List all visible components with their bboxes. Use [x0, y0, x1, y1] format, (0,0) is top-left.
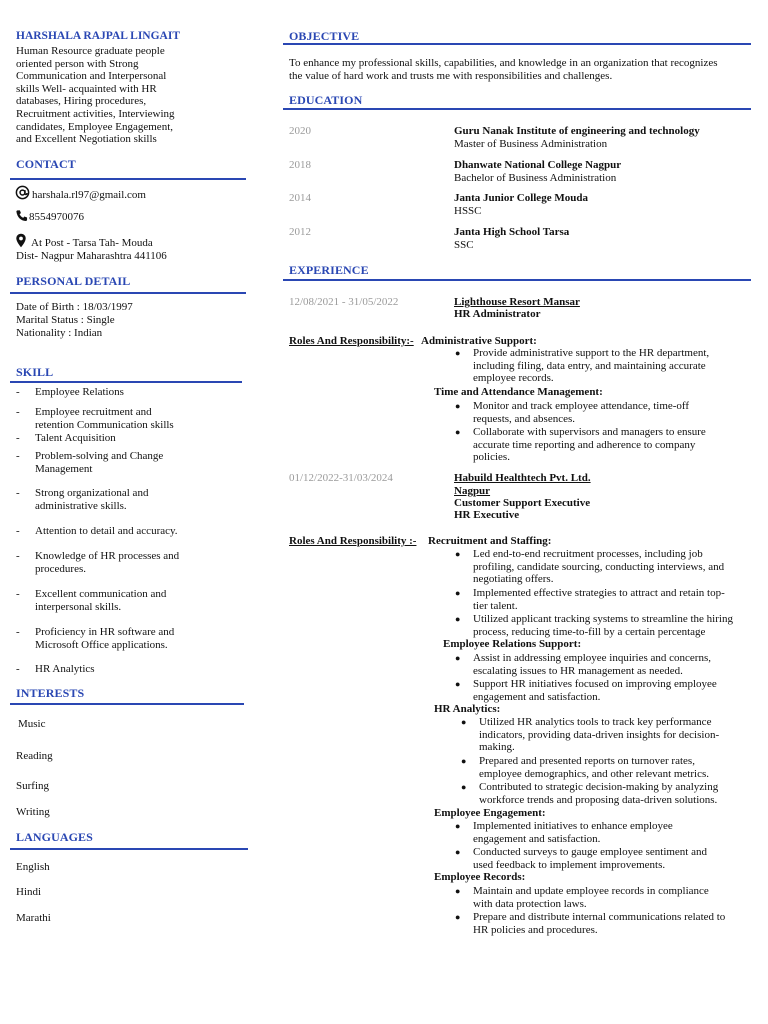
- job-role: HR Executive: [454, 509, 520, 521]
- experience-heading: EXPERIENCE: [289, 263, 369, 277]
- objective-heading: OBJECTIVE: [289, 29, 360, 43]
- education-degree: SSC: [454, 239, 474, 251]
- bullet-marker: ●: [461, 756, 467, 766]
- bullet-item: [479, 755, 709, 780]
- job-dates: 01/12/2022-31/03/2024: [289, 472, 393, 484]
- bullet-item: [479, 716, 719, 754]
- objective-text: [289, 57, 749, 82]
- job-role: Customer Support Executive: [454, 497, 591, 509]
- bullet-item: [479, 781, 718, 806]
- skill-item: Problem-solving and Change Management: [35, 450, 164, 475]
- bullet-item: [473, 652, 711, 677]
- bullet-line: Led end-to-end recruitment processes, including job: [473, 548, 703, 560]
- bullet-line: Prepared and presented reports on turnover rates,: [479, 755, 695, 767]
- bullet-line: used feedback to implement improvements.: [473, 858, 666, 871]
- skill-dash: -: [16, 525, 20, 537]
- objective-line: To enhance my professional skills, capabilities, and knowledge in an organization that recognizes: [289, 57, 718, 69]
- bullet-line: making.: [479, 741, 515, 754]
- interest-item: Music: [18, 718, 46, 730]
- bullet-marker: ●: [455, 588, 461, 598]
- bullet-line: Prepare and distribute internal communications related to: [473, 911, 726, 923]
- bullet-marker: ●: [455, 847, 461, 857]
- bullet-line: Contributed to strategic decision-making by analyzing: [479, 781, 719, 793]
- bullet-line: employee demographics, and other relevant metrics.: [479, 767, 709, 780]
- skill-dash: -: [16, 550, 20, 562]
- bullet-line: policies.: [473, 451, 510, 464]
- bullet-marker: ●: [455, 653, 461, 663]
- section-title: Time and Attendance Management:: [434, 386, 603, 398]
- section-title: Employee Records:: [434, 871, 526, 883]
- bullet-line: engagement and satisfaction.: [473, 832, 601, 845]
- interests-divider: [10, 703, 244, 705]
- bullet-item: [473, 587, 725, 612]
- skill-dash: -: [16, 487, 20, 499]
- education-school: Janta Junior College Mouda: [454, 192, 588, 204]
- education-school: Guru Nanak Institute of engineering and technology: [454, 125, 700, 137]
- map-pin-icon: [15, 233, 27, 252]
- summary-line: Human Resource graduate people: [16, 45, 165, 57]
- phone-icon: [15, 209, 29, 227]
- bullet-line: Maintain and update employee records in compliance: [473, 885, 709, 897]
- section-title: Recruitment and Staffing:: [428, 535, 552, 547]
- bullet-marker: ●: [455, 427, 461, 437]
- section-title: HR Analytics:: [434, 703, 501, 715]
- skill-item: Attention to detail and accuracy.: [35, 525, 178, 537]
- bullet-marker: ●: [455, 401, 461, 411]
- bullet-line: process, reducing time-to-fill by a certain percentage: [473, 625, 706, 638]
- skill-item: Strong organizational and administrative skills.: [35, 487, 149, 512]
- bullet-line: Utilized HR analytics tools to track key performance: [479, 716, 712, 728]
- bullet-line: Utilized applicant tracking systems to streamline the hiring: [473, 613, 733, 625]
- bullet-line: accurate time reporting and adherence to company: [473, 438, 696, 451]
- education-heading: EDUCATION: [289, 93, 363, 107]
- bullet-marker: ●: [455, 912, 461, 922]
- bullet-item: [473, 400, 689, 425]
- at-sign-icon: [15, 185, 30, 204]
- bullet-line: employee records.: [473, 372, 554, 385]
- education-school: Dhanwate National College Nagpur: [454, 159, 622, 171]
- email-link[interactable]: harshala.rl97@gmail.com: [32, 189, 146, 201]
- skill-divider: [10, 381, 242, 383]
- date-of-birth: Date of Birth : 18/03/1997: [16, 301, 133, 313]
- address-line-2: Dist- Nagpur Maharashtra 441106: [16, 250, 167, 262]
- skill-item: Employee recruitment and retention Communication skills: [35, 406, 174, 431]
- summary-line: Recruitment activities, Interviewing: [16, 107, 175, 120]
- bullet-line: Provide administrative support to the HR department,: [473, 347, 710, 359]
- languages-divider: [10, 848, 248, 850]
- bullet-item: [473, 820, 673, 845]
- education-divider: [283, 108, 751, 110]
- objective-divider: [283, 43, 751, 45]
- objective-line: the value of hard work and trusts me with responsibilities and challenges.: [289, 69, 613, 82]
- bullet-marker: ●: [455, 821, 461, 831]
- bullet-line: profiling, candidate sourcing, conducting interviews, and: [473, 560, 725, 573]
- bullet-item: [473, 426, 706, 464]
- summary-line: skills Well- acquainted with HR: [16, 82, 157, 95]
- interest-item: Reading: [16, 750, 53, 762]
- education-school: Janta High School Tarsa: [454, 226, 570, 238]
- job-company: Habuild Healthtech Pvt. Ltd.: [454, 472, 591, 484]
- summary-line: oriented person with Strong: [16, 57, 139, 70]
- job-dates: 12/08/2021 - 31/05/2022: [289, 296, 399, 308]
- education-year: 2012: [289, 226, 311, 238]
- language-item: Marathi: [16, 912, 51, 924]
- bullet-line: negotiating offers.: [473, 573, 554, 586]
- bullet-line: Monitor and track employee attendance, time-off: [473, 400, 690, 412]
- education-year: 2018: [289, 159, 311, 171]
- bullet-item: [473, 678, 717, 703]
- bullet-item: [473, 885, 709, 910]
- skill-dash: -: [16, 663, 20, 675]
- bullet-marker: ●: [455, 549, 461, 559]
- bullet-line: escalating issues to HR management as needed.: [473, 664, 683, 677]
- bullet-line: with data protection laws.: [473, 897, 587, 910]
- bullet-item: [473, 347, 709, 385]
- bullet-line: engagement and satisfaction.: [473, 690, 601, 703]
- section-title: Employee Engagement:: [434, 807, 546, 819]
- skill-dash: -: [16, 626, 20, 638]
- bullet-line: tier talent.: [473, 599, 518, 612]
- roles-label: Roles And Responsibility :-: [289, 535, 417, 547]
- skill-item: Employee Relations: [35, 386, 124, 398]
- job-role: HR Administrator: [454, 308, 541, 320]
- skill-item: HR Analytics: [35, 663, 95, 675]
- skill-item: Excellent communication and interpersonal skills.: [35, 588, 167, 613]
- bullet-line: workforce trends and proposing data-driven solutions.: [479, 793, 718, 806]
- roles-label: Roles And Responsibility:-: [289, 335, 414, 347]
- skill-item: Knowledge of HR processes and procedures.: [35, 550, 180, 575]
- education-degree: HSSC: [454, 205, 482, 217]
- bullet-line: Conducted surveys to gauge employee sentiment and: [473, 846, 707, 858]
- bullet-marker: ●: [461, 717, 467, 727]
- interest-item: Writing: [16, 806, 50, 818]
- bullet-line: Collaborate with supervisors and managers to ensure: [473, 426, 706, 438]
- language-item: English: [16, 861, 50, 873]
- languages-heading: LANGUAGES: [16, 830, 93, 844]
- bullet-marker: ●: [461, 782, 467, 792]
- education-degree: Bachelor of Business Administration: [454, 172, 617, 184]
- nationality: Nationality : Indian: [16, 327, 103, 339]
- interest-item: Surfing: [16, 780, 49, 792]
- candidate-name: HARSHALA RAJPAL LINGAIT: [16, 30, 181, 42]
- education-year: 2020: [289, 125, 311, 137]
- skill-dash: -: [16, 386, 20, 398]
- bullet-line: indicators, providing data-driven insights for decision-: [479, 728, 720, 741]
- experience-divider: [283, 279, 751, 281]
- skill-dash: -: [16, 406, 20, 418]
- job-company: Lighthouse Resort Mansar: [454, 296, 580, 308]
- skill-dash: -: [16, 450, 20, 462]
- summary-line: candidates, Employee Engagement,: [16, 120, 173, 133]
- bullet-line: Implemented effective strategies to attract and retain top-: [473, 587, 725, 599]
- section-title: Administrative Support:: [421, 335, 537, 347]
- address-line-1: At Post - Tarsa Tah- Mouda: [31, 237, 153, 249]
- phone-number[interactable]: 8554970076: [29, 211, 84, 223]
- interests-heading: INTERESTS: [16, 686, 85, 700]
- bullet-item: [473, 613, 733, 638]
- personal-divider: [10, 292, 246, 294]
- skill-item: Proficiency in HR software and Microsoft Office applications.: [35, 626, 175, 651]
- marital-status: Marital Status : Single: [16, 314, 115, 326]
- bullet-marker: ●: [455, 614, 461, 624]
- summary-line: and Excellent Negotiation skills: [16, 133, 157, 146]
- bullet-marker: ●: [455, 348, 461, 358]
- summary-line: databases, Hiring procedures,: [16, 95, 147, 108]
- skill-dash: -: [16, 588, 20, 600]
- job-company-city: Nagpur: [454, 485, 491, 497]
- bullet-marker: ●: [455, 886, 461, 896]
- bullet-line: HR policies and procedures.: [473, 923, 598, 936]
- bullet-line: Implemented initiatives to enhance employee: [473, 820, 673, 832]
- summary-line: Communication and Interpersonal: [16, 70, 167, 83]
- bullet-item: [473, 846, 707, 871]
- bullet-line: including filing, data entry, and maintaining accurate: [473, 359, 706, 372]
- bullet-line: Support HR initiatives focused on improving employee: [473, 678, 717, 690]
- bullet-line: Assist in addressing employee inquiries and concerns,: [473, 652, 711, 664]
- education-year: 2014: [289, 192, 311, 204]
- section-title: Employee Relations Support:: [443, 638, 582, 650]
- skill-dash: -: [16, 432, 20, 444]
- bullet-item: [473, 548, 724, 586]
- skill-heading: SKILL: [16, 365, 54, 379]
- profile-summary: [16, 45, 196, 146]
- contact-divider: [10, 178, 246, 180]
- personal-detail-heading: PERSONAL DETAIL: [16, 274, 131, 288]
- bullet-line: requests, and absences.: [473, 412, 576, 425]
- skill-item: Talent Acquisition: [35, 432, 116, 444]
- contact-heading: CONTACT: [16, 157, 76, 171]
- language-item: Hindi: [16, 886, 42, 898]
- education-degree: Master of Business Administration: [454, 138, 608, 150]
- bullet-marker: ●: [455, 679, 461, 689]
- bullet-item: [473, 911, 725, 936]
